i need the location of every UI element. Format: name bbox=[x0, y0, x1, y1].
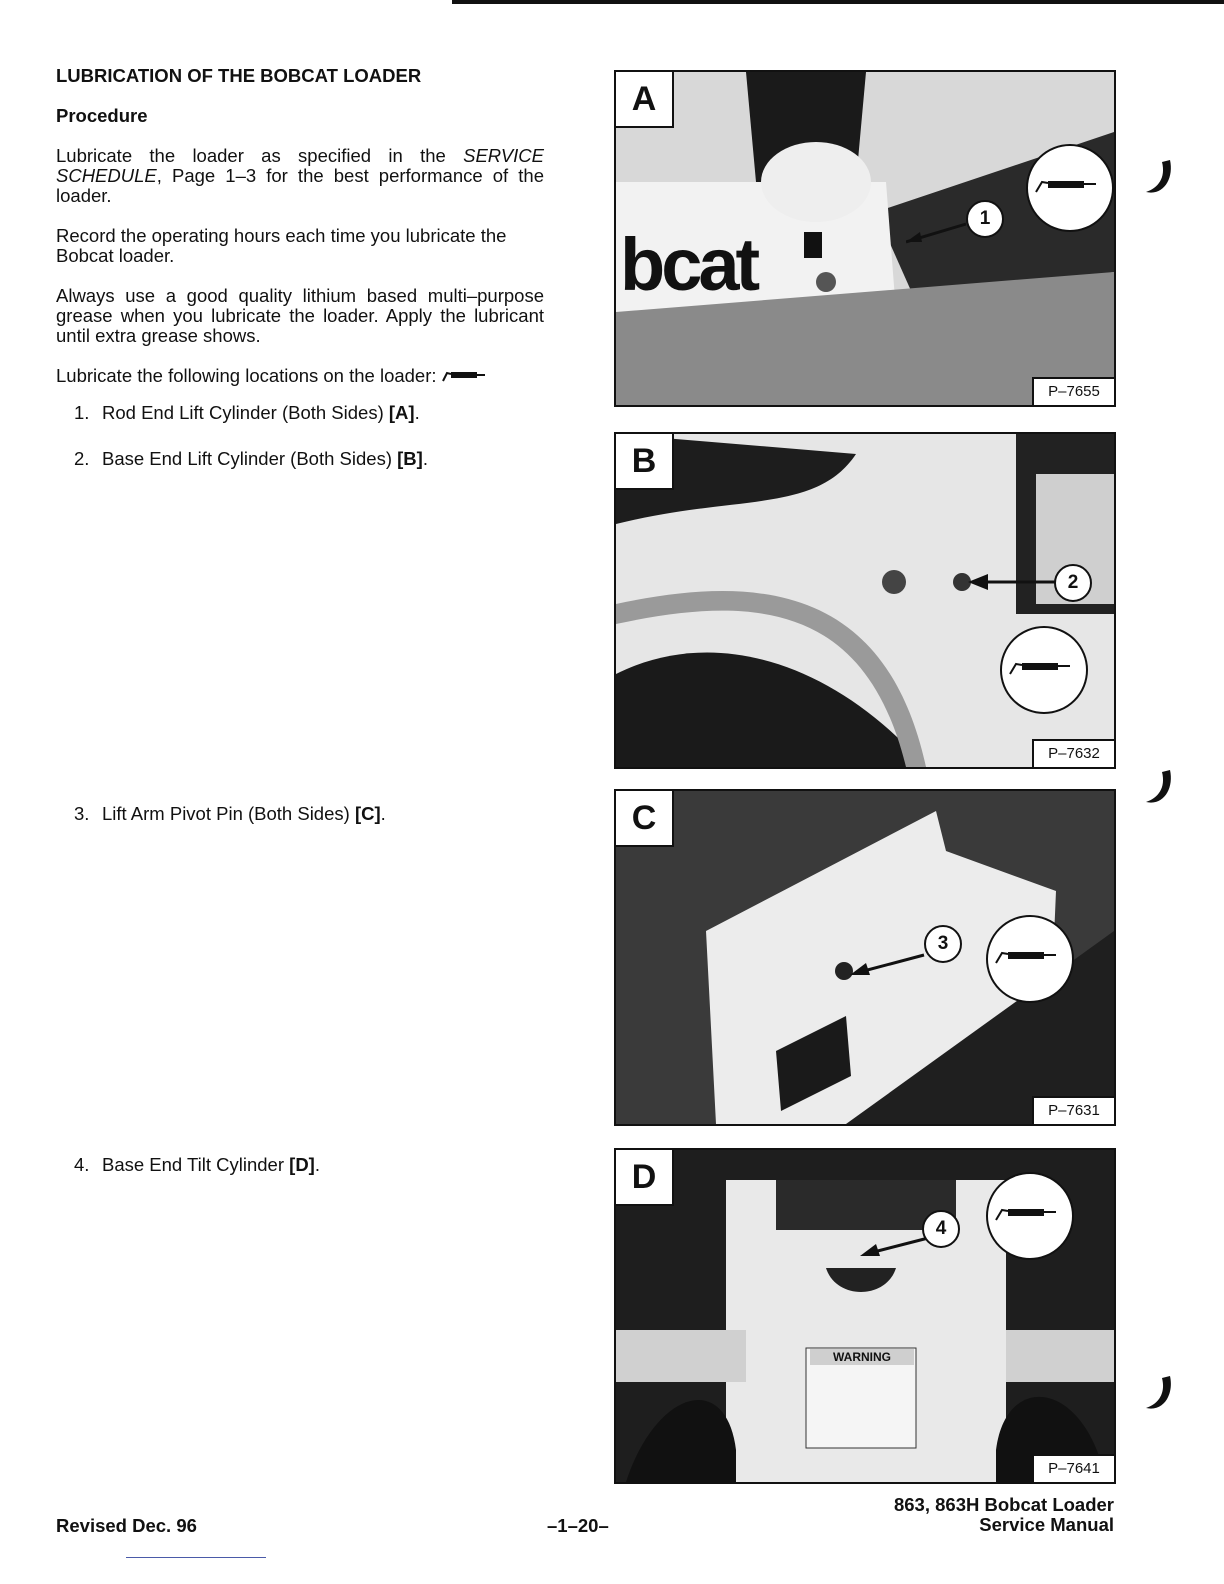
figure-d bbox=[614, 1148, 1116, 1484]
figure-letter: C bbox=[616, 791, 674, 847]
grease-gun-icon bbox=[1026, 144, 1114, 232]
paragraph-grease: Always use a good quality lithium based multi–purpose grease when you lubricate the loader. Apply the lubricant until extra grease shows. bbox=[56, 285, 544, 346]
step-number: 2. bbox=[74, 448, 90, 469]
top-rule bbox=[452, 0, 1224, 4]
bobcat-logo-text: bcat bbox=[620, 223, 757, 306]
callout-arrow bbox=[850, 951, 930, 981]
callout-arrow bbox=[968, 570, 1058, 594]
step-text: Base End Tilt Cylinder bbox=[102, 1154, 290, 1175]
step-text: Lift Arm Pivot Pin (Both Sides) bbox=[102, 803, 355, 824]
step-figure-ref: [D] bbox=[289, 1154, 315, 1175]
figure-a bbox=[614, 70, 1116, 407]
footer-model: 863, 863H Bobcat Loader bbox=[893, 1494, 1114, 1515]
text-column bbox=[56, 66, 544, 407]
callout-number: 2 bbox=[1054, 564, 1092, 602]
paragraph-schedule-a: Lubricate the loader as specified in the bbox=[56, 145, 464, 166]
figure-letter: B bbox=[616, 434, 674, 490]
paragraph-schedule bbox=[56, 146, 544, 206]
callout-number: 4 bbox=[922, 1210, 960, 1248]
section-tab-icon bbox=[1144, 1374, 1174, 1414]
figure-b-photo bbox=[616, 434, 1114, 767]
step-end: . bbox=[422, 448, 428, 469]
paragraph-hours: Record the operating hours each time you lubricate the Bobcat loader. bbox=[56, 225, 507, 266]
photo-number: P–7641 bbox=[1032, 1454, 1114, 1482]
step-end: . bbox=[314, 1154, 320, 1175]
paragraph-locations-text: Lubricate the following locations on the loader: bbox=[56, 365, 437, 386]
footer-manual: Service Manual bbox=[979, 1514, 1114, 1535]
figure-letter: A bbox=[616, 72, 674, 128]
paragraph-locations bbox=[56, 366, 544, 387]
grease-gun-icon bbox=[986, 1172, 1074, 1260]
step-figure-ref: [C] bbox=[354, 803, 381, 824]
section-title: LUBRICATION OF THE BOBCAT LOADER bbox=[56, 65, 422, 86]
footer-underline bbox=[126, 1557, 266, 1558]
photo-number: P–7632 bbox=[1032, 739, 1114, 767]
step-3 bbox=[74, 803, 386, 825]
step-number: 3. bbox=[74, 803, 90, 824]
callout-number: 3 bbox=[924, 925, 962, 963]
callout-number: 1 bbox=[966, 200, 1004, 238]
section-tab-icon bbox=[1144, 768, 1174, 808]
step-end: . bbox=[414, 402, 420, 423]
step-2 bbox=[74, 448, 428, 470]
footer-page-number: –1–20– bbox=[547, 1515, 609, 1536]
step-figure-ref: [B] bbox=[397, 448, 423, 469]
step-text: Rod End Lift Cylinder (Both Sides) bbox=[102, 402, 389, 423]
service-schedule-ref: SERVICE SCHEDULE bbox=[56, 145, 544, 186]
step-1 bbox=[74, 402, 420, 424]
step-text: Base End Lift Cylinder (Both Sides) bbox=[102, 448, 398, 469]
figure-b bbox=[614, 432, 1116, 769]
procedure-heading: Procedure bbox=[56, 105, 148, 126]
grease-gun-icon bbox=[1000, 626, 1088, 714]
grease-gun-icon bbox=[986, 915, 1074, 1003]
photo-number: P–7631 bbox=[1032, 1096, 1114, 1124]
footer-revised: Revised Dec. 96 bbox=[56, 1515, 197, 1536]
figure-c bbox=[614, 789, 1116, 1126]
step-number: 4. bbox=[74, 1154, 90, 1175]
step-number: 1. bbox=[74, 402, 90, 423]
step-end: . bbox=[380, 803, 386, 824]
section-tab-icon bbox=[1144, 158, 1174, 198]
step-4 bbox=[74, 1154, 320, 1176]
paragraph-schedule-b: , Page 1–3 for the best performance of the loader. bbox=[56, 165, 544, 206]
figure-letter: D bbox=[616, 1150, 674, 1206]
step-figure-ref: [A] bbox=[388, 402, 415, 423]
grease-gun-icon bbox=[441, 367, 489, 387]
photo-number: P–7655 bbox=[1032, 377, 1114, 405]
warning-label: WARNING bbox=[810, 1349, 914, 1365]
